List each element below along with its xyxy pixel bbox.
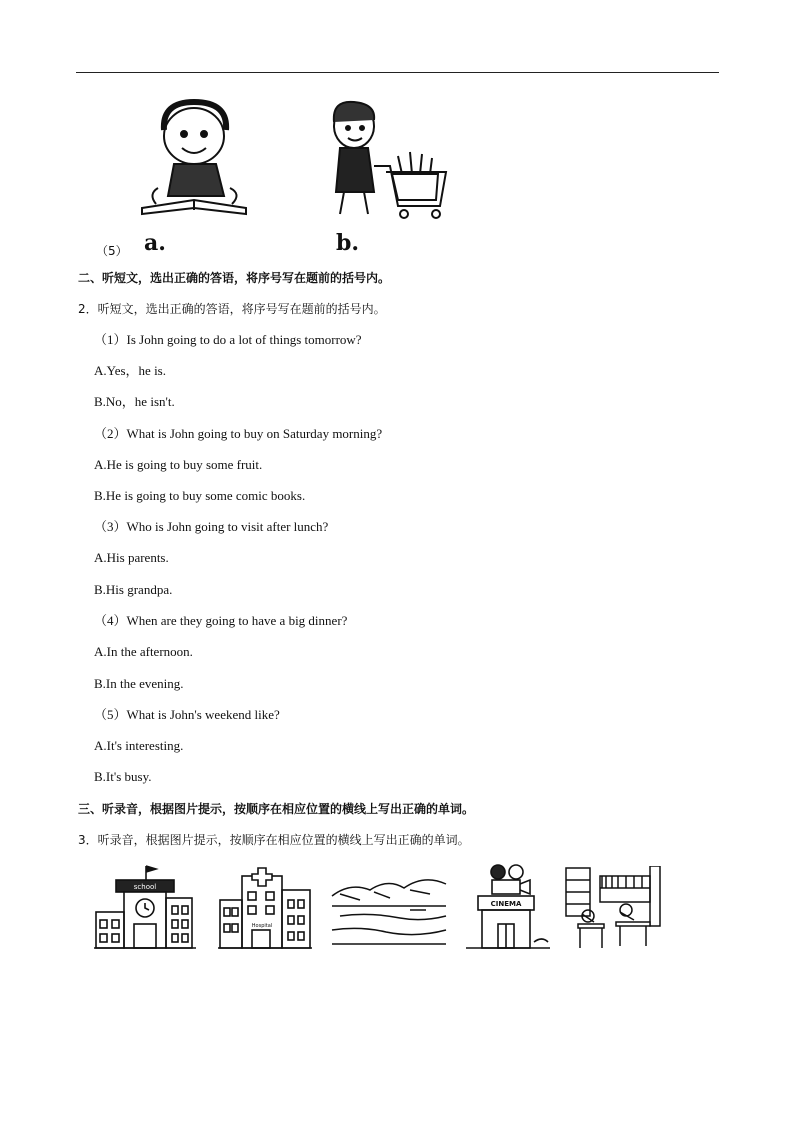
question-5-option-b: B.It's busy. (94, 769, 152, 784)
section3-instruction: 3．听录音，根据图片提示，按顺序在相应位置的横线上写出正确的单词。 (78, 833, 470, 847)
hospital-sign-text: Hospital (251, 923, 273, 929)
lake-picture (330, 872, 448, 946)
section2-instruction: 2．听短文，选出正确的答语，将序号写在题前的括号内。 (78, 302, 386, 316)
cinema-sign-text: CINEMA (490, 900, 522, 908)
library-picture (564, 866, 662, 950)
question-2: （2）What is John going to buy on Saturday morning? (94, 426, 383, 441)
boy-reading-picture (138, 96, 250, 216)
question-4-option-b: B.In the evening. (94, 676, 184, 691)
question-4-option-a: A.In the afternoon. (94, 644, 193, 659)
section3-heading: 三、听录音，根据图片提示，按顺序在相应位置的横线上写出正确的单词。 (78, 802, 475, 816)
header-rule (76, 72, 719, 73)
option-a-label: a. (144, 230, 166, 256)
question-1-option-a: A.Yes，he is. (94, 363, 166, 378)
question-3-option-a: A.His parents. (94, 550, 169, 565)
question-2-option-a: A.He is going to buy some fruit. (94, 457, 263, 472)
question-1-option-b: B.No，he isn't. (94, 394, 175, 409)
question-3: （3）Who is John going to visit after lunch? (94, 519, 329, 534)
item-number-5: （5） (96, 244, 128, 258)
section2-heading: 二、听短文，选出正确的答语，将序号写在题前的括号内。 (78, 271, 391, 285)
question-5-option-a: A.It's interesting. (94, 738, 184, 753)
school-picture (94, 862, 196, 950)
question-2-option-b: B.He is going to buy some comic books. (94, 488, 306, 503)
school-sign-text: school (133, 883, 157, 891)
question-5: （5）What is John's weekend like? (94, 707, 280, 722)
cinema-picture (464, 862, 552, 950)
question-1: （1）Is John going to do a lot of things tomorrow? (94, 332, 362, 347)
question-3-option-b: B.His grandpa. (94, 582, 173, 597)
hospital-picture (218, 866, 312, 950)
question-4: （4）When are they going to have a big dinner? (94, 613, 348, 628)
girl-shopping-picture (318, 96, 450, 220)
option-b-label: b. (336, 230, 360, 256)
